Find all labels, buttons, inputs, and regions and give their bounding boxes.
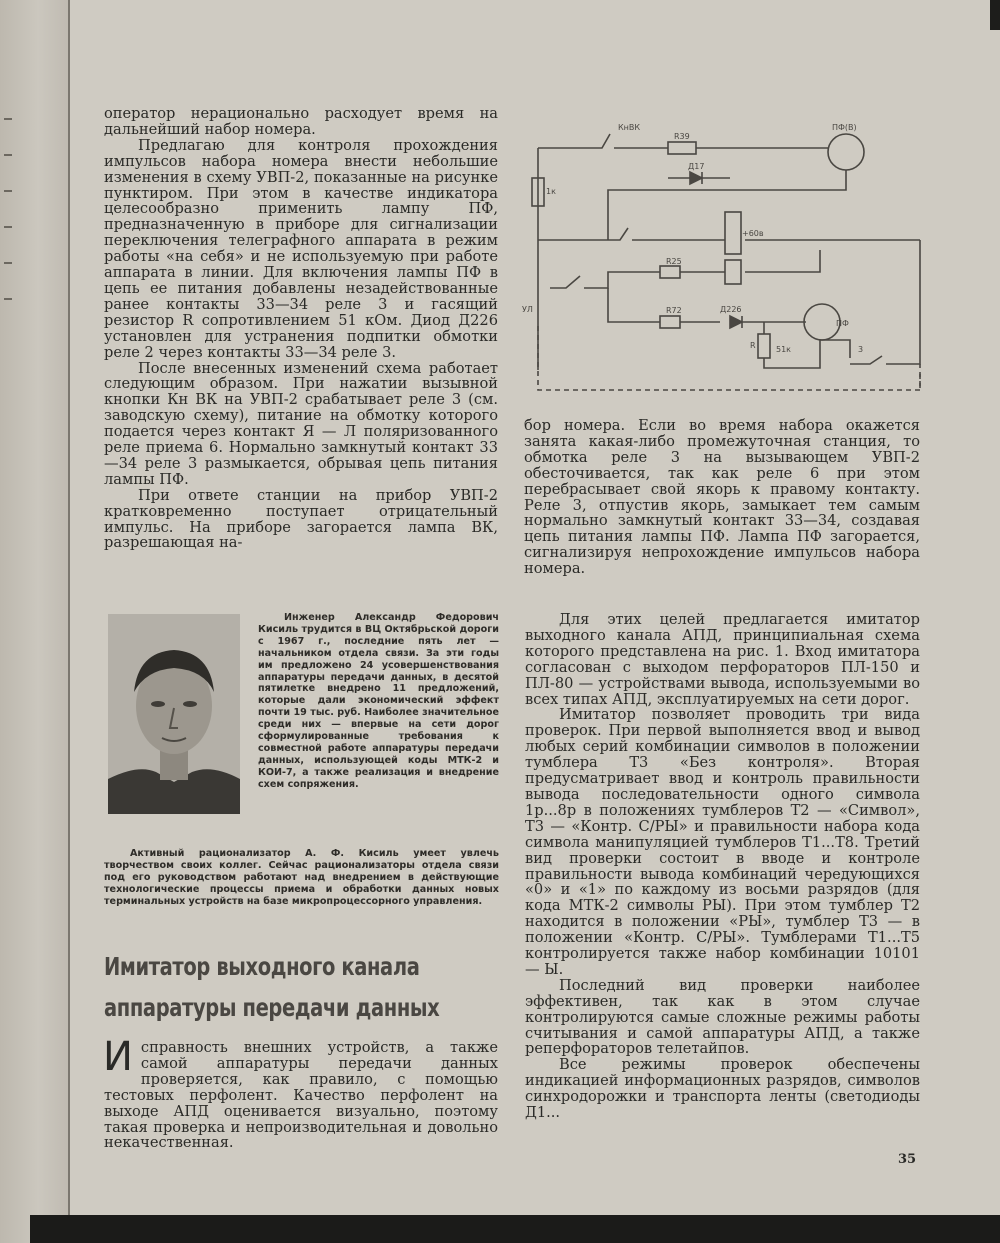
paragraph: Имитатор позволяет проводить три вида проверок. При первой выполняется ввод и вывод любых серий комбинации символов в положении тумблера Т3 «Без контроля». Вторая предусматривает ввод и контроль правильности вывода последовательности одного символа 1р...8р в положениях тумблеров Т2 — «Символ», Т3 — «Контр. С/РЫ» и правильности набора кода символа манипуляцией тумблеров Т1...Т8. Третий вид проверки состоит в вводе и контроле правильности вывода комбинаций чередующихся «0» и «1» по каждому из восьми разрядов (для кода МТК-2 символы РЫ). При этом тумблер Т2 находится в положении «РЫ», тумблер Т3 — в положении «Контр. С/РЫ». Тумблерами Т1...Т5 контролируется также набор комбинации 10101 — Ы. — [525, 706, 920, 978]
author-portrait-photo — [108, 614, 240, 814]
svg-text:+60в: +60в — [742, 229, 764, 238]
author-bio: Инженер Александр Федорович Кисиль трудится в ВЦ Октябрьской дороги с 1967 г., последние пять лет — начальником отдела связи. За эти годы им предложено 24 усовершенствования аппаратуры передачи данных, в десятой пятилетке внедрено 11 предложений, которые дали экономический эффект почти 19 тыс. руб. Наиболее значительное среди них — впервые на сети дорог сформулированные требования к совместной работе аппаратуры передачи данных, использующей коды МТК-2 и КОИ-7, а также реализация и внедрение схем сопряжения. — [258, 612, 499, 790]
article-headline-line-1: Имитатор выходного канала — [104, 952, 420, 981]
paragraph: После внесенных изменений схема работает следующим образом. При нажатии вызывной кнопки Кн ВК на УВП-2 срабатывает реле 3 (см. заводскую схему), питание на обмотку которого подается через контакт Я — Л поляризованного реле приема 6. Нормально замкнутый контакт 33—34 реле 3 размыкается, обрывая цепь питания лампы ПФ. — [104, 359, 498, 488]
photo-caption: Активный рационализатор А. Ф. Кисиль умеет увлечь творчеством своих коллег. Сейчас рационализаторы отдела связи под его руководством работают над внедрением в действующие технологические процессы приема и обработки данных новых терминальных устройств на базе микропроцессорного управления. — [104, 848, 499, 907]
svg-text:R72: R72 — [666, 306, 682, 315]
svg-text:КнВК: КнВК — [618, 123, 641, 132]
svg-text:51к: 51к — [776, 345, 792, 354]
paragraph: Для этих целей предлагается имитатор выходного канала АПД, принципиальная схема которого представлена на рис. 1. Вход имитатора согласован с выходом перфораторов ПЛ-150 и ПЛ-80 — устройствами вывода, используемыми во всех типах АПД, эксплуатируемых на сети дорог. — [525, 611, 920, 708]
circuit-diagram — [520, 90, 940, 415]
article-headline-line-2: аппаратуры передачи данных — [104, 993, 440, 1022]
article-column-right-bottom — [525, 612, 920, 1121]
drop-cap: И — [103, 1034, 133, 1080]
paragraph: Предлагаю для контроля прохождения импульсов набора номера внести небольшие изменения в схему УВП-2, показанные на рисунке пунктиром. При этом в качестве индикатора целесообразно применить лампу ПФ, предназначенную в приборе для сигнализации переключения телеграфного аппарата в режим работы «на себя» и не используемую при работе аппарата в линии. Для включения лампы ПФ в цепь ее питания добавлены незадействованные ранее контакты 33—34 реле 3 и гасящий резистор R сопротивлением 51 кОм. Диод Д226 установлен для устранения подпитки обмотки реле 2 через контакты 33—34 реле 3. — [104, 136, 498, 361]
gutter-line — [68, 0, 70, 1220]
svg-text:1к: 1к — [546, 187, 556, 196]
article-column-right-top — [524, 418, 920, 577]
article-column-left-bottom — [103, 1034, 498, 1152]
scan-edge-top — [990, 0, 1000, 30]
paragraph: справность внешних устройств, а также самой аппаратуры передачи данных проверяется, как правило, с помощью тестовых перфолент. Качество перфолент на выходе АПД оценивается визуально, поэтому такая проверка и непроизводительная и довольно некачественная. — [104, 1039, 498, 1152]
svg-text:R: R — [750, 341, 756, 350]
svg-text:Д226: Д226 — [720, 305, 742, 314]
svg-text:R39: R39 — [674, 132, 690, 141]
svg-text:ПФ(В): ПФ(В) — [832, 123, 857, 132]
margin-marks — [4, 118, 16, 348]
paragraph: Все режимы проверок обеспечены индикацией информационных разрядов, символов синхродорожки и транспорта ленты (светодиоды Д1... — [525, 1056, 920, 1122]
paragraph: бор номера. Если во время набора окажется занята какая-либо промежуточная станция, то обмотка реле 3 на вызывающем УВП-2 обесточивается, так как реле 6 при этом перебрасывает свой якорь к правому контакту. Реле 3, отпустив якорь, замыкает тем самым нормально замкнутый контакт 33—34, создавая цепь питания лампы ПФ. Лампа ПФ загорается, сигнализируя непрохождение импульсов набора номера. — [524, 417, 920, 578]
svg-text:3: 3 — [858, 345, 864, 354]
article-column-left-top — [104, 106, 498, 551]
page-number: 35 — [898, 1152, 917, 1167]
paragraph: Последний вид проверки наиболее эффективен, так как в этом случае контролируются самые сложные режимы работы считывания и самой аппаратуры АПД, а также реперфораторов телетайпов. — [525, 976, 920, 1058]
paragraph: оператор нерационально расходует время на дальнейший набор номера. — [104, 105, 498, 138]
svg-text:R25: R25 — [666, 257, 682, 266]
paragraph: При ответе станции на прибор УВП-2 кратковременно поступает отрицательный импульс. На приборе загорается лампа ВК, разрешающая на- — [104, 486, 498, 552]
scan-edge-bottom — [30, 1215, 1000, 1243]
svg-text:Д17: Д17 — [688, 162, 705, 171]
svg-text:ПФ: ПФ — [836, 319, 849, 328]
svg-text:УЛ: УЛ — [522, 305, 533, 314]
